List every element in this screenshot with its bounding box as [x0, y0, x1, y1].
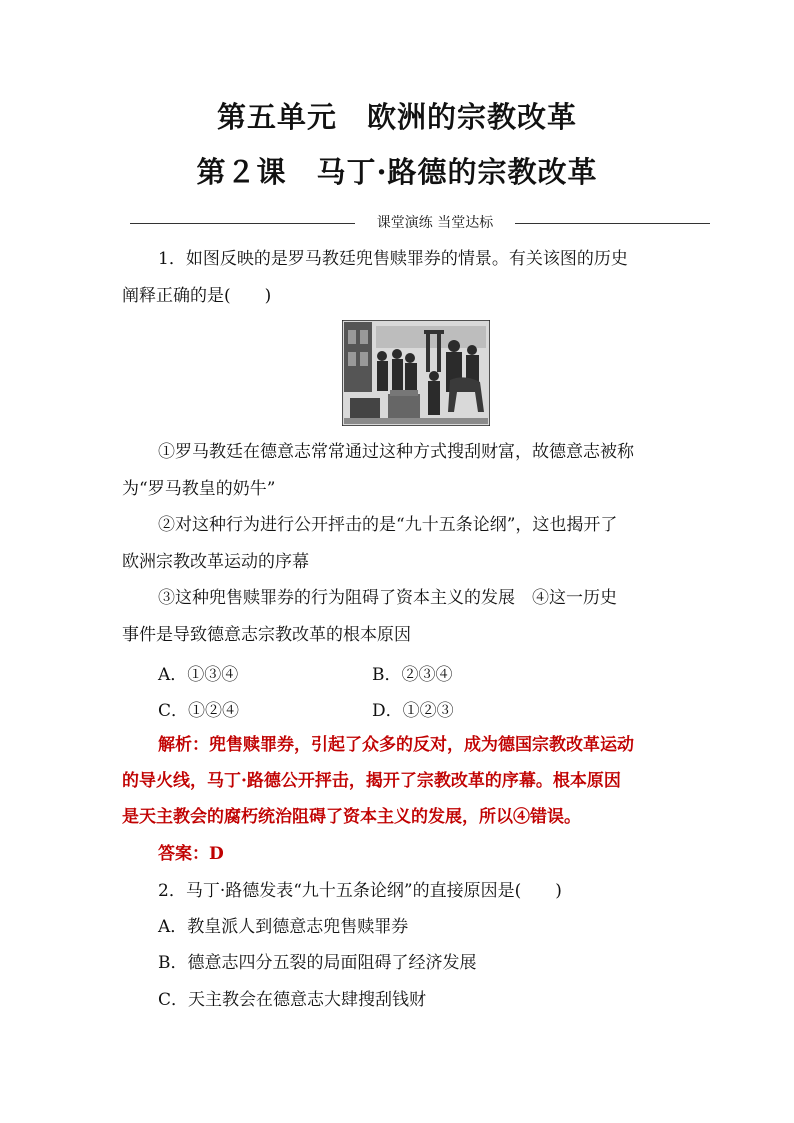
indulgence-sale-illustration — [342, 320, 490, 426]
q1-analysis-line2: 的导火线，马丁·路德公开抨击，揭开了宗教改革的序幕。根本原因 — [122, 771, 621, 791]
q1-option-a: A．①③④ — [158, 665, 239, 685]
lesson-title: 第２课 马丁·路德的宗教改革 — [196, 155, 598, 189]
q1-item1-line1: ①罗马教廷在德意志常常通过这种方式搜刮财富，故德意志被称 — [158, 442, 634, 462]
answer-label: 答案： — [158, 844, 209, 864]
unit-title: 第五单元 欧洲的宗教改革 — [216, 100, 577, 134]
q2-option-b: B．德意志四分五裂的局面阻碍了经济发展 — [158, 953, 477, 973]
section-label: 课堂演练 当堂达标 — [376, 215, 494, 231]
q2-option-a: A．教皇派人到德意志兜售赎罪券 — [158, 917, 409, 937]
q1-analysis-line3: 是天主教会的腐朽统治阻碍了资本主义的发展，所以④错误。 — [122, 807, 581, 827]
q1-item3-line1: ③这种兜售赎罪券的行为阻碍了资本主义的发展 ④这一历史 — [158, 588, 617, 608]
q2-option-c: C．天主教会在德意志大肆搜刮钱财 — [158, 990, 427, 1010]
q1-stem-line2: 阐释正确的是( ) — [122, 286, 272, 306]
q1-option-d: D．①②③ — [372, 701, 454, 721]
answer-value: D — [209, 844, 224, 864]
q1-stem-line1: 1．如图反映的是罗马教廷兜售赎罪券的情景。有关该图的历史 — [158, 249, 628, 269]
q1-answer — [158, 842, 224, 866]
divider-line-right — [515, 223, 710, 224]
analysis-text-1: 兜售赎罪券，引起了众多的反对，成为德国宗教改革运动 — [209, 735, 634, 755]
divider-line-left — [130, 223, 355, 224]
q2-stem: 2．马丁·路德发表“九十五条论纲”的直接原因是( ) — [158, 881, 562, 901]
q1-item3-line2: 事件是导致德意志宗教改革的根本原因 — [122, 625, 411, 645]
section-divider — [130, 212, 710, 236]
q1-option-c: C．①②④ — [158, 701, 240, 721]
q1-item2-line2: 欧洲宗教改革运动的序幕 — [122, 552, 309, 572]
q1-option-b: B．②③④ — [372, 665, 453, 685]
q1-item2-line1: ②对这种行为进行公开抨击的是“九十五条论纲”，这也揭开了 — [158, 515, 618, 535]
q1-analysis-line1 — [158, 733, 634, 757]
q1-item1-line2: 为“罗马教皇的奶牛” — [122, 479, 276, 499]
analysis-label: 解析： — [158, 735, 209, 755]
